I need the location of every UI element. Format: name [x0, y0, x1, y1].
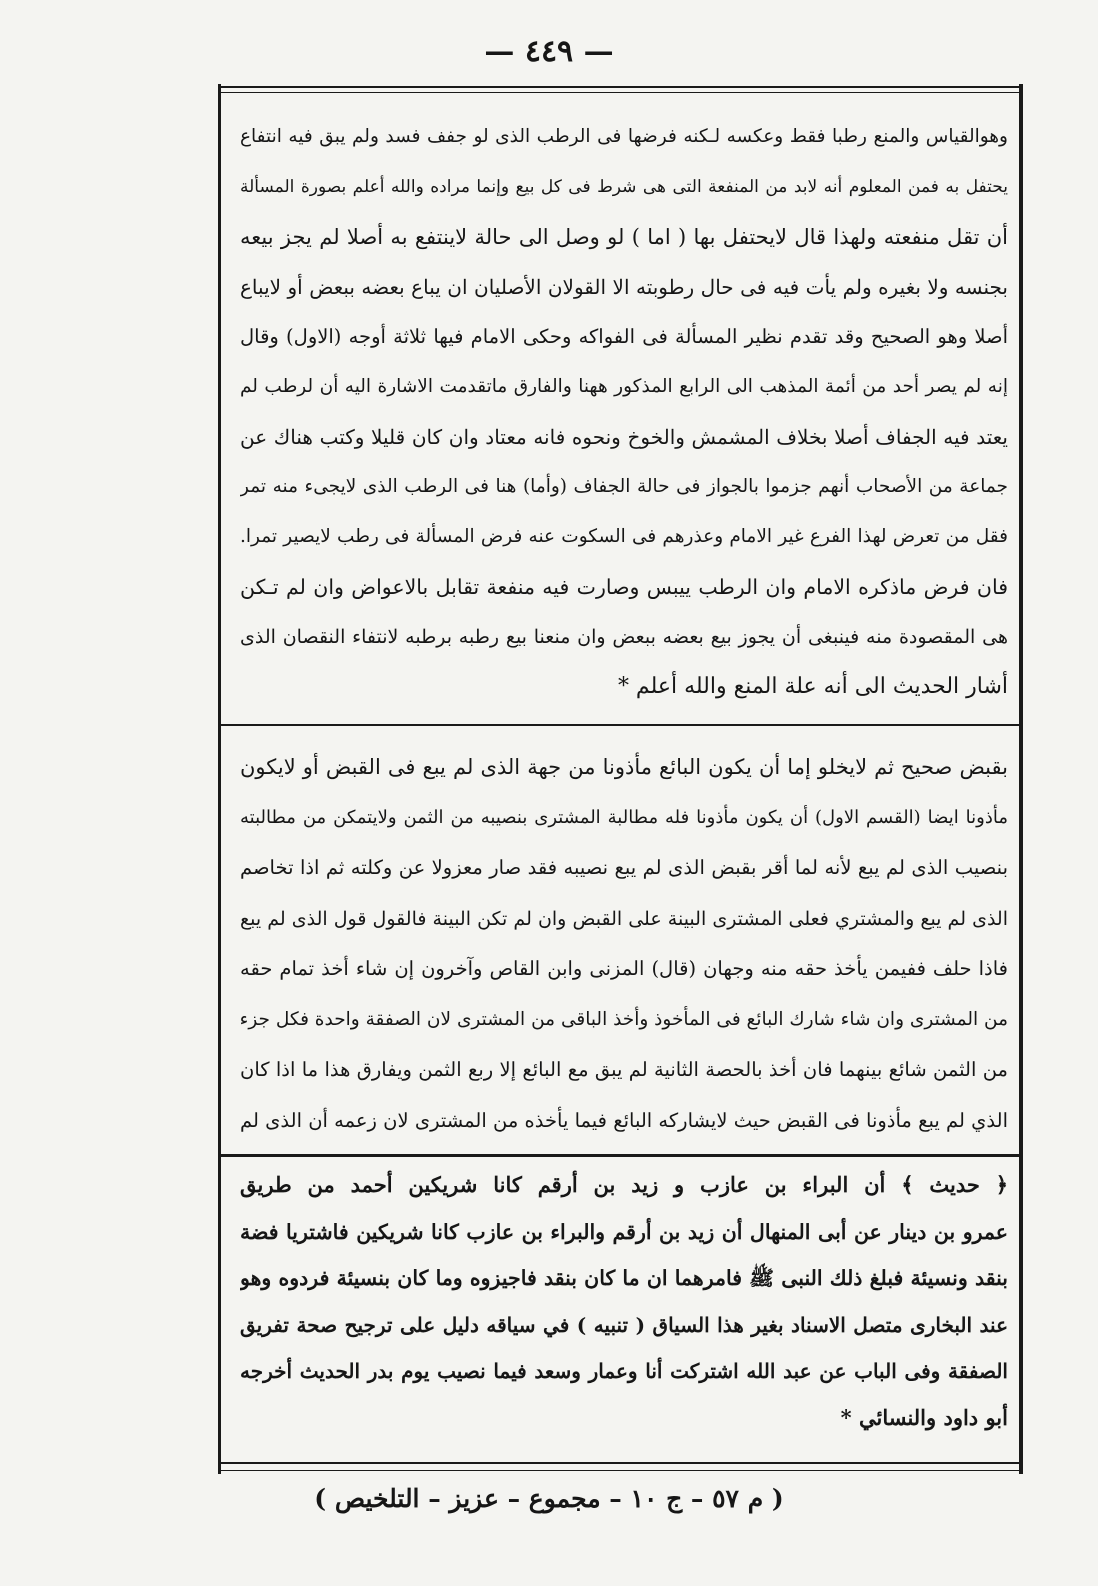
- section-divider: [218, 724, 1023, 726]
- hadith-section: [240, 1162, 1008, 1441]
- text-line: الذى لم يبع والمشتري فعلى المشترى البينة على القبض وان لم تكن البينة فالقول قول الذى لم يبع: [240, 907, 1008, 930]
- page-number: — ٤٤٩ —: [484, 34, 614, 69]
- commentary-section-top: [240, 112, 1008, 712]
- text-line: مأذونا ايضا (القسم الاول) أن يكون مأذونا فله مطالبة المشترى بنصيبه من الثمن ولايتمكن من مطالبته: [240, 806, 1008, 828]
- text-line: الذي لم يبع مأذونا فى القبض حيث لايشاركه البائع فيما يأخذه من المشترى لان زعمه أن الذى لم: [240, 1108, 1008, 1132]
- text-line: أن تقل منفعته ولهذا قال لايحتفل بها ( اما ) لو وصل الى حالة لاينتفع به أصلا لم يجز بيعه: [240, 225, 1008, 249]
- section-divider-thick: [218, 1154, 1023, 1157]
- text-line: عند البخارى متصل الاسناد بغير هذا السياق ( تنبيه ) في سياقه دليل على ترجيح صحة تفريق: [240, 1312, 1008, 1337]
- text-line: فان فرض ماذكره الامام وان الرطب ييبس وصارت فيه منفعة تقابل بالاعواض وان لم تـكن: [240, 575, 1008, 599]
- text-line: أصلا وهو الصحيح وقد تقدم نظير المسألة فى الفواكه وحكى الامام فيها ثلاثة أوجه (الاول) وقال: [240, 325, 1008, 348]
- text-line: هى المقصودة منه فينبغى أن يجوز بيع بعضه ببعض وان منعنا بيع رطبه برطبه لانتفاء النقصان الذى: [240, 626, 1008, 648]
- text-line: أشار الحديث الى أنه علة المنع والله أعلم *: [617, 674, 1008, 699]
- text-line: وهوالقياس والمنع رطبا فقط وعكسه لـكنه فرضها فى الرطب الذى لو جفف فسد ولم يبق فيه انتفاع: [240, 126, 1008, 147]
- commentary-section-middle: [240, 742, 1008, 1146]
- text-line: بجنسه ولا بغيره ولم يأت فيه فى حال رطوبته الا القولان الأصليان ان يباع بعضه ببعض أو لايباع: [240, 275, 1008, 299]
- text-line: إنه لم يصر أحد من أئمة المذهب الى الرابع المذكور ههنا والفارق ماتقدمت الاشارة اليه أن لرطب لم: [240, 376, 1008, 397]
- text-line: أبو داود والنسائي *: [840, 1404, 1008, 1430]
- text-line: بنقد ونسيئة فبلغ ذلك النبى ﷺ فامرهما ان ما كان بنقد فاجيزوه وما كان بنسيئة فردوه وهو: [240, 1266, 1008, 1290]
- text-line: فاذا حلف ففيمن يأخذ حقه منه وجهان (قال) المزنى وابن القاص وآخرون إن شاء أخذ تمام حقه: [240, 957, 1008, 980]
- text-line: من الثمن شائع بينهما فان أخذ بالحصة الثانية لم يبق مع البائع إلا ربع الثمن ويفارق هذا ما اذا كان: [240, 1058, 1008, 1081]
- text-line: عمرو بن دينار عن أبى المنهال أن زيد بن أرقم والبراء بن عازب كانا شريكين فاشتريا فضة: [240, 1219, 1008, 1244]
- text-line: بنصيب الذى لم يبع لأنه لما أقر بقبض الذى لم يبع نصيبه فقد صار معزولا عن وكلته ثم اذا تخاصم: [240, 856, 1008, 879]
- text-line: ﴿ حديث ﴾ أن البراء بن عازب و زيد بن أرقم كانا شريكين أحمد من طريق: [240, 1172, 1008, 1197]
- text-line: يحتفل به فمن المعلوم أنه لابد من المنفعة التى هى شرط فى كل بيع وإنما مراده والله أعلم بصورة المسألة: [240, 177, 1008, 197]
- text-line: بقبض صحيح ثم لايخلو إما أن يكون البائع مأذونا من جهة الذى لم يبع فى القبض أو لايكون: [240, 755, 1008, 779]
- footer-signature: ( م ٥٧ – ج ١٠ – مجموع – عزيز – التلخيص ): [314, 1484, 784, 1513]
- bottom-rule: [218, 1462, 1023, 1464]
- top-rule: [218, 86, 1023, 88]
- top-rule-inner: [218, 92, 1023, 93]
- bottom-rule-inner: [218, 1470, 1023, 1471]
- text-line: فقل من تعرض لهذا الفرع غير الامام وعذرهم فى السكوت عنه فرض المسألة فى رطب لايصير تمرا.: [240, 526, 1008, 547]
- text-line: الصفقة وفى الباب عن عبد الله اشتركت أنا وعمار وسعد فيما نصيب يوم بدر الحديث أخرجه: [240, 1359, 1008, 1383]
- text-line: يعتد فيه الجفاف أصلا بخلاف المشمش والخوخ ونحوه فانه معتاد وان كان قليلا وكتب هناك عن: [240, 425, 1008, 449]
- text-line: جماعة من الأصحاب أنهم جزموا بالجواز فى حالة الجفاف (وأما) هنا فى الرطب الذى لايجىء منه تمر: [240, 476, 1008, 497]
- text-line: من المشترى وان شاء شارك البائع فى المأخوذ وأخذ الباقى من المشترى لان الصفقة واحدة فكل جزء: [240, 1008, 1008, 1030]
